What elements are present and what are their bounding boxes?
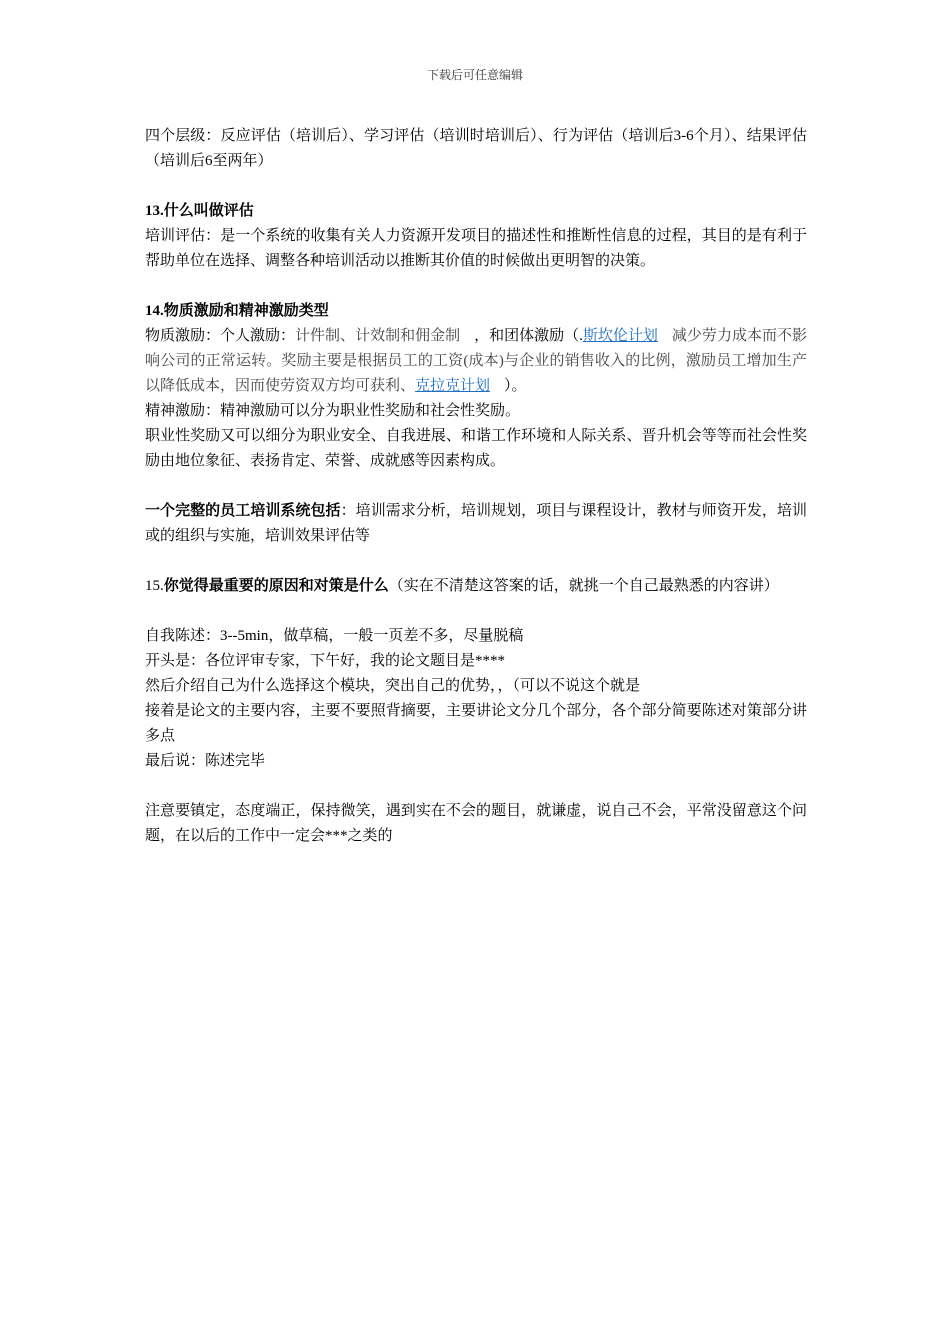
material-incentive-paragraph (145, 324, 807, 399)
q15-heading: 你觉得最重要的原因和对策是什么 (163, 578, 389, 594)
self-intro-line-5: 最后说：陈述完毕 (145, 753, 266, 769)
spacer (145, 174, 807, 199)
spacer (145, 474, 807, 499)
q13-heading: 13.什么叫做评估 (145, 203, 254, 219)
document-body (145, 124, 807, 849)
material-incentive-prefix: 物质激励：个人激励： (145, 328, 296, 344)
notes-paragraph: 注意要镇定，态度端正，保持微笑，遇到实在不会的题目，就谦虚，说自己不会，平常没留意这个问题，在以后的工作中一定会***之类的 (145, 803, 807, 844)
spacer (145, 774, 807, 799)
training-system-label: 一个完整的员工培训系统包括 (145, 503, 341, 519)
scanlon-plan-link[interactable]: 斯坎伦计划 (582, 328, 658, 344)
team-incentive-prefix: ，和团体激励（. (474, 328, 583, 344)
material-incentive-end: ）。 (504, 378, 527, 394)
evaluation-levels-paragraph: 四个层级：反应评估（培训后）、学习评估（培训时培训后）、行为评估（培训后3-6个月）、结果评估（培训后6至两年） (145, 128, 807, 169)
q14-heading: 14.物质激励和精神激励类型 (145, 303, 329, 319)
clark-plan-link[interactable]: 克拉克计划 (415, 378, 491, 394)
spiritual-incentive-paragraph: 精神激励：精神激励可以分为职业性奖励和社会性奖励。 (145, 403, 521, 419)
training-system-paragraph (145, 499, 807, 549)
q15-note: （实在不清楚这答案的话，就挑一个自己最熟悉的内容讲） (388, 578, 779, 594)
q15-number: 15. (145, 578, 164, 594)
individual-incentive-list: 计件制、计效制和佣金制 (295, 328, 461, 344)
spacer (145, 549, 807, 574)
self-intro-line-2: 开头是：各位评审专家，下午好，我的论文题目是**** (145, 653, 506, 669)
spacer (145, 599, 807, 624)
career-reward-paragraph: 职业性奖励又可以细分为职业安全、自我进展、和谐工作环境和人际关系、晋升机会等等而社会性奖励由地位象征、表扬肯定、荣誉、成就感等因素构成。 (145, 428, 807, 469)
spacer (145, 274, 807, 299)
q15-paragraph (145, 574, 807, 599)
training-system-body: ：培训需求分析，培训规划，项目与课程设计，教材与师资开发，培训或的组织与实施，培训效果评估等 (145, 503, 807, 544)
material-incentive-detail: 减少劳力成本而不影响公司的正常运转。奖励主要是根据员工的工资(成本)与企业的销售收入的比例，激励员工增加生产以降低成本，因而使劳资双方均可获利、 (145, 328, 807, 394)
self-intro-line-4: 接着是论文的主要内容，主要不要照背摘要，主要讲论文分几个部分，各个部分简要陈述对策部分讲多点 (145, 703, 807, 744)
self-intro-line-1: 自我陈述：3--5min，做草稿，一般一页差不多，尽量脱稿 (145, 628, 524, 644)
q13-body: 培训评估：是一个系统的收集有关人力资源开发项目的描述性和推断性信息的过程，其目的是有利于帮助单位在选择、调整各种培训活动以推断其价值的时候做出更明智的决策。 (145, 228, 807, 269)
self-intro-line-3: 然后介绍自己为什么选择这个模块，突出自己的优势，，（可以不说这个就是 (145, 678, 641, 694)
page-header: 下载后可任意编辑 (426, 68, 523, 82)
